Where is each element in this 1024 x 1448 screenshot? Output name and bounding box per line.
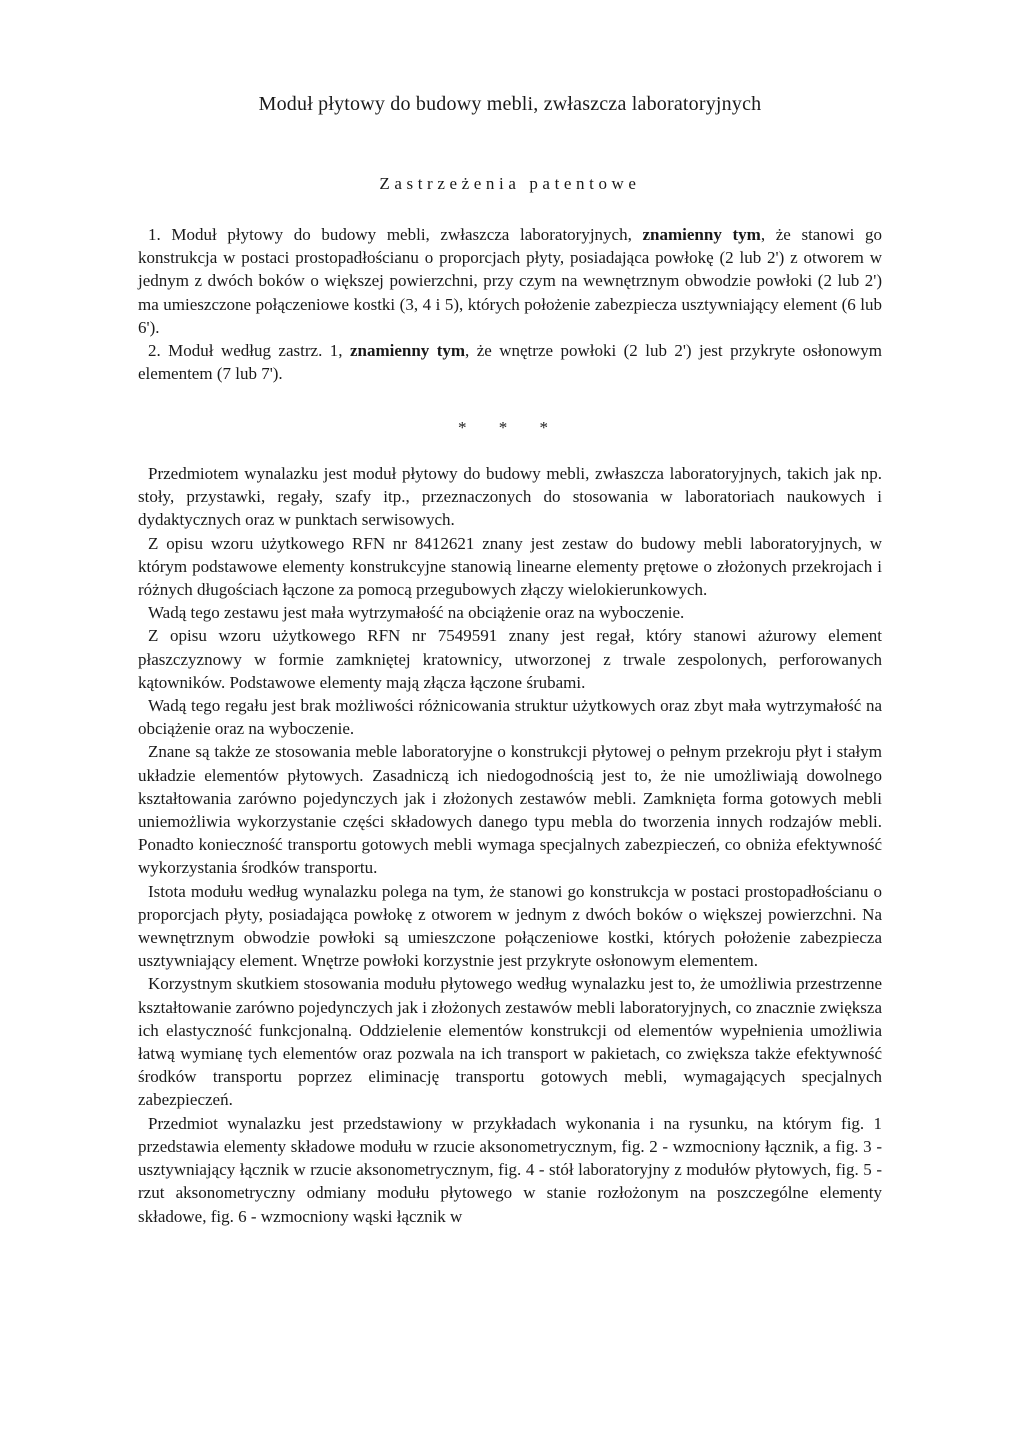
claim-1: 1. Moduł płytowy do budowy mebli, zwłaszcza laboratoryjnych, znamienny tym, że stanowi go konstrukcja w postaci prostopadłościanu o proporcjach płyty, posiadająca powłokę (2 lub 2') z otworem w jednym z dwóch boków o większej powierzchni, przy czym na wewnętrznym obwodzie powłoki (2 lub 2') ma umieszczone połączeniowe kostki (3, 4 i 5), których położenie zabezpiecza usztywniający element (6 lub 6'). xyxy=(138,225,882,337)
claim-keyword: znamienny tym xyxy=(642,225,761,244)
paragraph: Korzystnym skutkiem stosowania modułu płytowego według wynalazku jest to, że umożliwia przestrzenne kształtowanie zarówno pojedynczych jak i złożonych zestawów mebli laboratoryjnych, co znacznie zwiększa ich elastyczność funkcjonalną. Oddzielenie elementów konstrukcji od elementów wypełnienia umożliwia łatwą wymianę tych elementów oraz pozwala na ich transport w pakietach, co zwiększa także efektywność środków transportu poprzez eliminację transportu gotowych mebli, wymagających specjalnych zabezpieczeń. xyxy=(138,974,882,1110)
document-title: Moduł płytowy do budowy mebli, zwłaszcza laboratoryjnych xyxy=(258,93,762,115)
claims-heading: Zastrzeżenia patentowe xyxy=(379,174,641,193)
paragraph: Z opisu wzoru użytkowego RFN nr 7549591 znany jest regał, który stanowi ażurowy element płaszczyznowy w formie zamkniętej kratownicy, utworzonej z trwale zespolonych, perforowanych kątowników. Podstawowe elementy mają złącza łączone śrubami. xyxy=(138,626,882,692)
claims-section xyxy=(138,223,882,385)
paragraph: Wadą tego regału jest brak możliwości różnicowania struktur użytkowych oraz zbyt mała wytrzymałość na obciążenie oraz na wyboczenie. xyxy=(138,696,882,739)
paragraph: Istota modułu według wynalazku polega na tym, że stanowi go konstrukcja w postaci prostopadłościanu o proporcjach płyty, posiadająca powłokę z otworem w jednym z dwóch boków o większej powierzchni. Na wewnętrznym obwodzie powłoki są umieszczone połączeniowe kostki, których położenie zabezpiecza usztywniający element. Wnętrze powłoki korzystnie jest przykryte osłonowym elementem. xyxy=(138,881,882,971)
paragraph: Znane są także ze stosowania meble laboratoryjne o konstrukcji płytowej o pełnym przekroju płyt i stałym układzie elementów płytowych. Zasadniczą ich niedogodnością jest to, że nie umożliwiają dowolnego kształtowania zarówno pojedynczych jak i złożonych zestawów mebli. Zamknięta forma gotowych mebli uniemożliwia wykorzystanie części składowych danego typu mebla do tworzenia innych rodzajów mebli. Ponadto konieczność transportu gotowych mebli wymaga specjalnych zabezpieczeń, co obniża efektywność wykorzystania środków transportu. xyxy=(138,742,882,878)
paragraph: Przedmiot wynalazku jest przedstawiony w przykładach wykonania i na rysunku, na którym fig. 1 przedstawia elementy składowe modułu w rzucie aksonometrycznym, fig. 2 - wzmocniony łącznik, a fig. 3 - usztywniający łącznik w rzucie aksonometrycznym, fig. 4 - stół laboratoryjny z modułów płytowych, fig. 5 - rzut aksonometryczny odmiany modułu płytowego w stanie rozłożonym na poszczególne elementy składowe, fig. 6 - wzmocniony wąski łącznik w xyxy=(138,1113,882,1226)
paragraph: Przedmiotem wynalazku jest moduł płytowy do budowy mebli, zwłaszcza laboratoryjnych, takich jak np. stoły, przystawki, regały, szafy itp., przeznaczonych do stosowania w laboratoriach naukowych i dydaktycznych oraz w punktach serwisowych. xyxy=(138,464,882,530)
claim-2: 2. Moduł według zastrz. 1, znamienny tym, że wnętrze powłoki (2 lub 2') jest przykryte osłonowym elementem (7 lub 7'). xyxy=(138,341,882,384)
section-separator: * * * xyxy=(458,418,562,437)
paragraph: Z opisu wzoru użytkowego RFN nr 8412621 znany jest zestaw do budowy mebli laboratoryjnych, w którym podstawowe elementy konstrukcyjne stanowią linearne elementy prętowe o złożonych przekrojach i różnych długościach łączone za pomocą przegubowych złączy wielokierunkowych. xyxy=(138,533,882,600)
description-section xyxy=(138,462,882,1228)
claim-keyword: znamienny tym xyxy=(349,341,466,361)
paragraph: Wadą tego zestawu jest mała wytrzymałość na obciążenie oraz na wyboczenie. xyxy=(148,603,685,623)
